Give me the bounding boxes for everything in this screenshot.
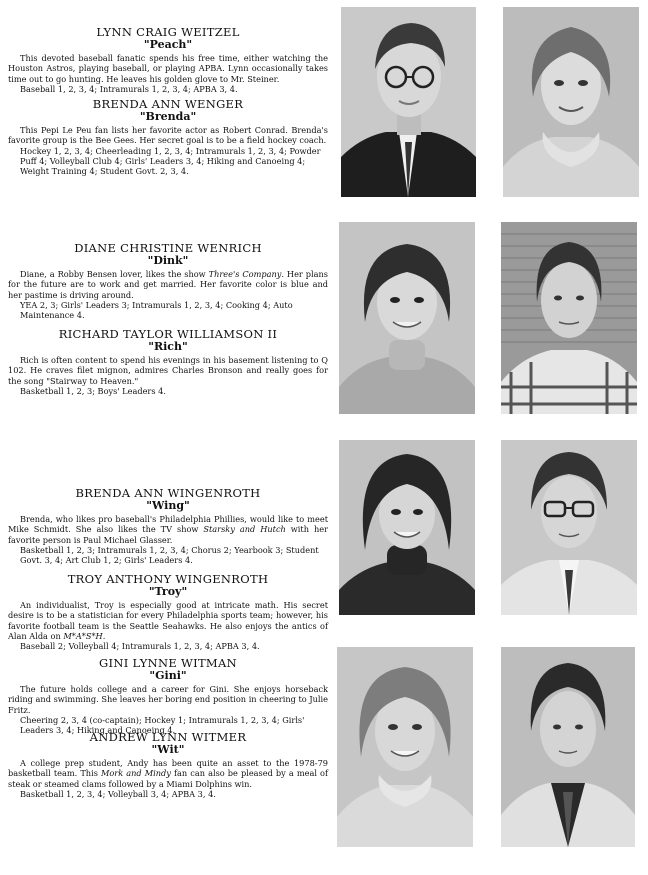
- senior-name: BRENDA ANN WINGENROTH: [75, 486, 261, 500]
- bio-title: Three's Company: [208, 269, 282, 279]
- senior-entry-brenda-wingenroth: [8, 487, 328, 565]
- senior-entry-wenger: [8, 98, 328, 176]
- senior-entry-williamson: [8, 328, 328, 396]
- bio-text: .: [102, 630, 106, 641]
- portrait-photo-witman: [337, 647, 473, 847]
- portrait-photo-wenger: [503, 7, 639, 197]
- senior-nickname: "Troy": [148, 585, 188, 598]
- senior-activities: Baseball 2; Volleyball 4; Intramurals 1, 2, 3, 4; APBA 3, 4.: [20, 641, 260, 652]
- senior-bio: This devoted baseball fanatic spends his free time, either watching the Houston Astros, playing baseball, or playing APBA. Lynn occasionally takes time out to go hunting. He leaves his golden glove to Mr. Steiner.: [8, 53, 328, 84]
- senior-entry-troy-wingenroth: [8, 573, 328, 651]
- senior-activities: Basketball 1, 2, 3; Boys' Leaders 4.: [20, 385, 166, 396]
- senior-entry-weitzel: [8, 26, 328, 94]
- senior-entry-witmer: [8, 731, 328, 799]
- senior-name: ANDREW LYNN WITMER: [89, 730, 247, 744]
- bio-text: An individualist, Troy is especially good at intricate math. His secret desire is to be a statistician for every Philadelphia sports team; however, his favorite football team is the Seattle Seahawks. He also enjoys the antics of Alan Alda on: [8, 600, 328, 641]
- senior-name: LYNN CRAIG WEITZEL: [96, 25, 240, 39]
- senior-activities: Hockey 1, 2, 3, 4; Cheerleading 1, 2, 3, 4; Intramurals 1, 2, 3, 4; Powder Puff 4; Volleyball Club 4; Girls' Leaders 3, 4; Hiking and Canoeing 4; Weight Training 4; Student Govt. 2, 3, 4.: [20, 145, 321, 177]
- senior-nickname: "Dink": [147, 254, 189, 267]
- bio-text: with her favorite person is Paul Michael Glasser.: [8, 524, 328, 545]
- senior-activities: Basketball 1, 2, 3; Intramurals 1, 2, 3, 4; Chorus 2; Yearbook 3; Student Govt. 3, 4; Art Club 1, 2; Girls' Leaders 4.: [20, 544, 319, 566]
- senior-nickname: "Rich": [148, 340, 188, 353]
- senior-bio: This Pepi Le Peu fan lists her favorite actor as Robert Conrad. Brenda's favorite group is the Bee Gees. Her secret goal is to be a field hockey coach.: [8, 125, 328, 146]
- senior-name: RICHARD TAYLOR WILLIAMSON II: [58, 327, 278, 341]
- senior-entry-witman: [8, 657, 328, 735]
- bio-text: Diane, a Robby Bensen lover, likes the show: [20, 269, 209, 279]
- senior-activities: Cheering 2, 3, 4 (co-captain); Hockey 1; Intramurals 1, 2, 3, 4; Girls' Leaders 3, 4; Hiking and Canoeing 4.: [20, 714, 305, 736]
- senior-name: TROY ANTHONY WINGENROTH: [67, 572, 269, 586]
- senior-bio: [8, 600, 328, 641]
- portrait-photo-brenda-wingenroth: [339, 440, 475, 615]
- senior-bio: [8, 514, 328, 545]
- bio-title: Mork and Mindy: [100, 768, 171, 779]
- senior-nickname: "Peach": [143, 38, 193, 51]
- senior-nickname: "Wing": [146, 499, 190, 512]
- senior-bio: [8, 269, 328, 300]
- senior-bio: Rich is often content to spend his evenings in his basement listening to Q 102. He craves filet mignon, admires Charles Bronson and really goes for the song "Stairway to Heaven.": [8, 355, 328, 386]
- portrait-photo-weitzel: [341, 7, 476, 197]
- senior-bio: [8, 758, 328, 789]
- bio-title: M*A*S*H: [63, 630, 103, 641]
- portrait-photo-wenrich: [339, 222, 475, 414]
- portrait-photo-witmer: [501, 647, 635, 847]
- senior-name: GINI LYNNE WITMAN: [99, 656, 237, 670]
- senior-activities: YEA 2, 3; Girls' Leaders 3; Intramurals 1, 2, 3, 4; Cooking 4; Auto Maintenance 4.: [20, 299, 293, 321]
- senior-name: DIANE CHRISTINE WENRICH: [74, 241, 262, 255]
- portrait-photo-williamson: [501, 222, 637, 414]
- bio-text: Brenda, who likes pro baseball's Philadelphia Phillies, would like to meet Mike Schmidt. She also likes the TV show: [8, 514, 328, 535]
- senior-entry-wenrich: [8, 242, 328, 320]
- bio-title: Starsky and Hutch: [203, 524, 286, 535]
- bio-text: . Her plans for the future are to work and get married. Her favorite color is blue and her pastime is driving around.: [8, 269, 328, 300]
- senior-nickname: "Wit": [151, 743, 185, 756]
- bio-text: fan can also be pleased by a meal of steak or steamed clams followed by a Miami Dolphins win.: [8, 768, 328, 789]
- senior-nickname: "Gini": [149, 669, 187, 682]
- senior-activities: Basketball 1, 2, 3, 4; Volleyball 3, 4; APBA 3, 4.: [20, 788, 216, 799]
- senior-bio: The future holds college and a career for Gini. She enjoys horseback riding and swimming. She leaves her boring end position in cheering to Julie Fritz.: [8, 684, 328, 715]
- senior-nickname: "Brenda": [139, 110, 197, 123]
- senior-name: BRENDA ANN WENGER: [92, 97, 244, 111]
- senior-activities: Baseball 1, 2, 3, 4; Intramurals 1, 2, 3, 4; APBA 3, 4.: [20, 83, 238, 94]
- bio-text: A college prep student, Andy has been quite an asset to the 1978-79 basketball team. This: [8, 758, 328, 779]
- portrait-photo-troy-wingenroth: [501, 440, 637, 615]
